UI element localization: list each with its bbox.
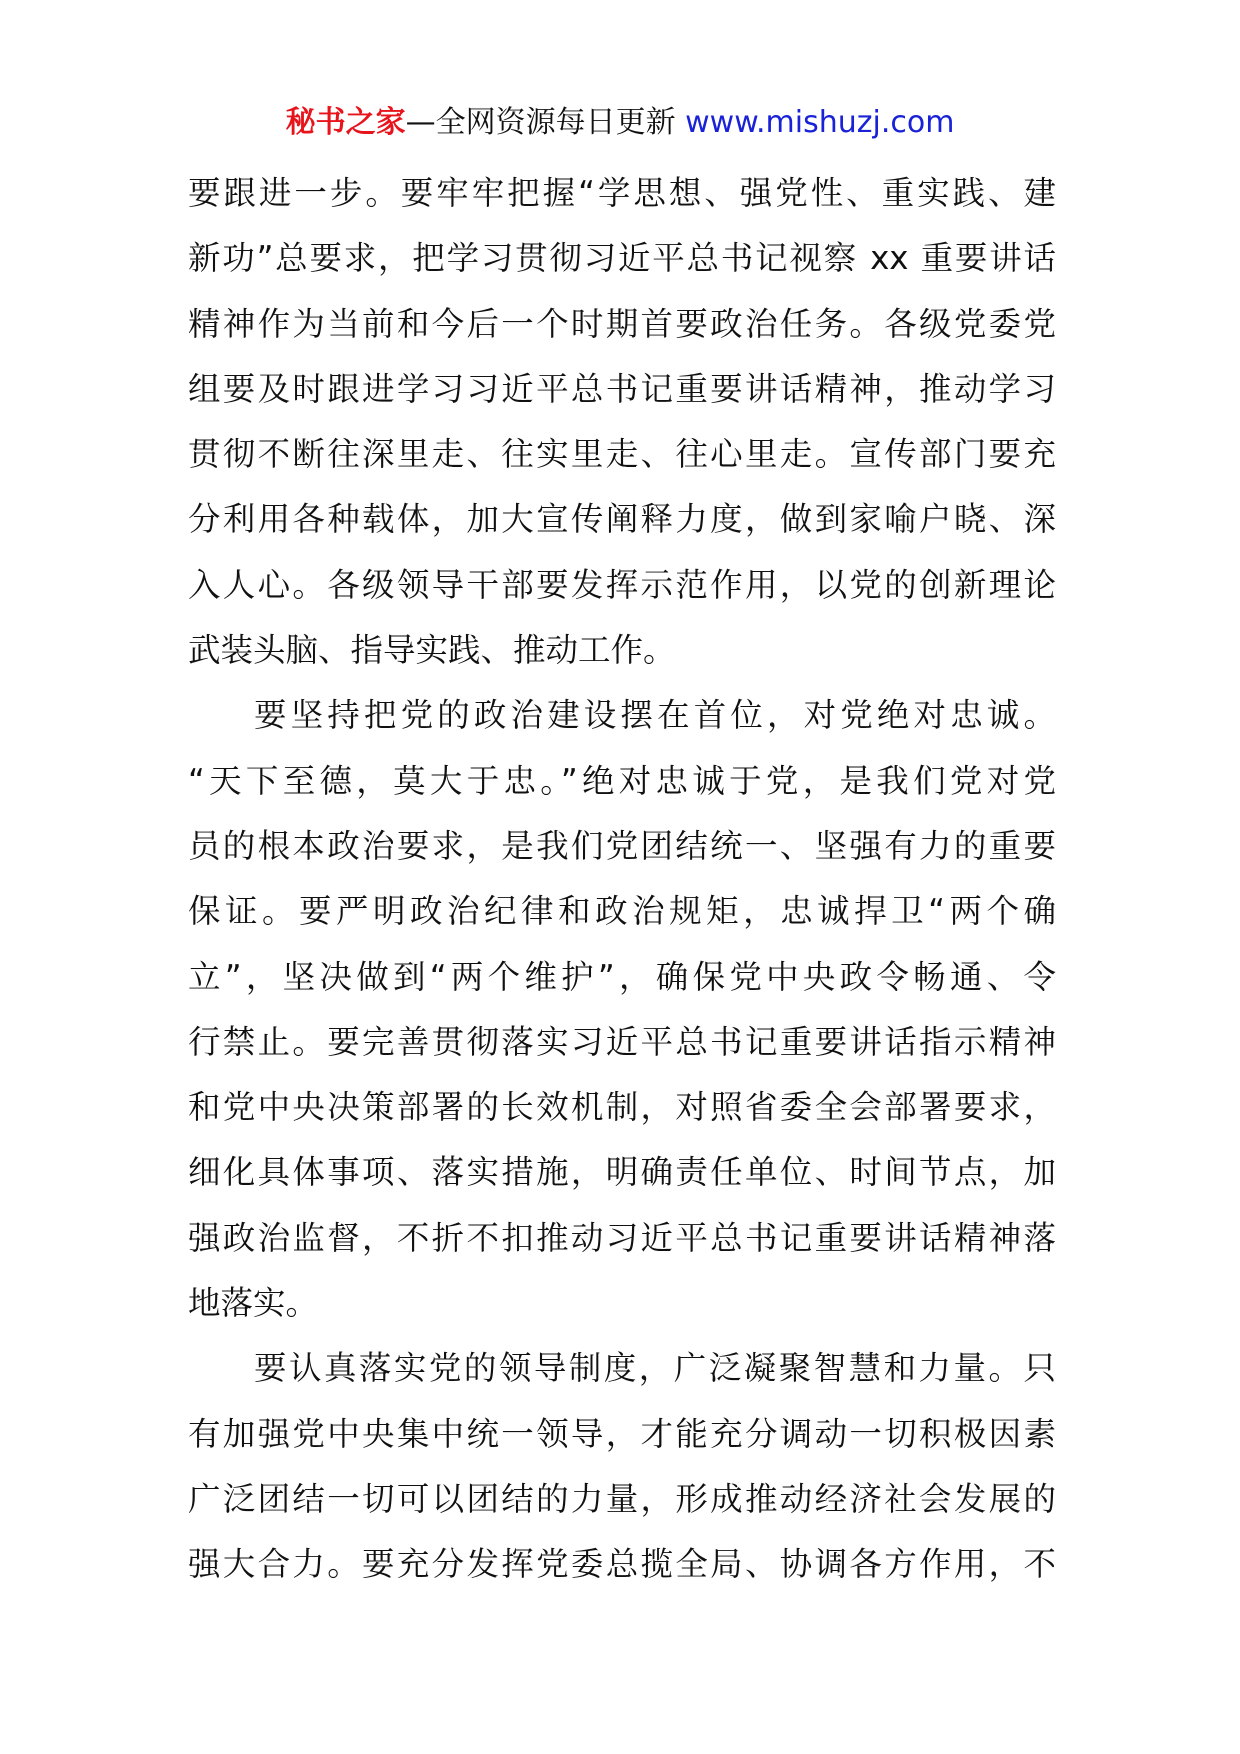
text-line: 要跟进一步。要牢牢把握“学思想、强党性、重实践、建 xyxy=(188,174,1056,212)
text-line: 组要及时跟进学习习近平总书记重要讲话精神，推动学习 xyxy=(188,369,1056,408)
text-line: 细化具体事项、落实措施，明确责任单位、时间节点，加 xyxy=(188,1153,1056,1192)
text-line: 强政治监督，不折不扣推动习近平总书记重要讲话精神落 xyxy=(188,1218,1056,1257)
text-line: 有加强党中央集中统一领导，才能充分调动一切积极因素 xyxy=(188,1414,1056,1453)
text-line: 精神作为当前和今后一个时期首要政治任务。各级党委党 xyxy=(188,304,1056,343)
text-line: “天下至德，莫大于忠。”绝对忠诚于党，是我们党对党 xyxy=(188,761,1056,800)
document-body xyxy=(188,161,1056,1598)
text-line: 贯彻不断往深里走、往实里走、往心里走。宣传部门要充 xyxy=(188,435,1056,474)
text-line: 广泛团结一切可以团结的力量，形成推动经济社会发展的 xyxy=(188,1479,1056,1518)
text-line: 员的根本政治要求，是我们党团结统一、坚强有力的重要 xyxy=(188,826,1056,865)
text-line: 地落实。 xyxy=(188,1284,319,1323)
paragraph-first-line: 要认真落实党的领导制度，广泛凝聚智慧和力量。只 xyxy=(254,1349,1056,1388)
text-line: 新功”总要求，把学习贯彻习近平总书记视察 xx 重要讲话 xyxy=(188,239,1056,278)
text-line: 行禁止。要完善贯彻落实习近平总书记重要讲话指示精神 xyxy=(188,1022,1056,1061)
site-url[interactable]: www.mishuzj.com xyxy=(685,105,955,140)
text-line: 立”，坚决做到“两个维护”，确保党中央政令畅通、令 xyxy=(188,957,1056,996)
text-line: 强大合力。要充分发挥党委总揽全局、协调各方作用，不 xyxy=(188,1545,1056,1584)
header-tagline: —全网资源每日更新 xyxy=(405,105,676,140)
text-line: 武装头脑、指导实践、推动工作。 xyxy=(188,631,676,670)
watermark-header xyxy=(0,100,1240,146)
text-line: 入人心。各级领导干部要发挥示范作用，以党的创新理论 xyxy=(188,565,1056,604)
text-line: 保证。要严明政治纪律和政治规矩，忠诚捍卫“两个确 xyxy=(188,892,1056,931)
paragraph-first-line: 要坚持把党的政治建设摆在首位，对党绝对忠诚。 xyxy=(254,696,1056,735)
brand-name: 秘书之家 xyxy=(285,105,406,140)
text-line: 分利用各种载体，加大宣传阐释力度，做到家喻户晓、深 xyxy=(188,500,1056,539)
text-line: 和党中央决策部署的长效机制，对照省委全会部署要求， xyxy=(188,1088,1056,1127)
